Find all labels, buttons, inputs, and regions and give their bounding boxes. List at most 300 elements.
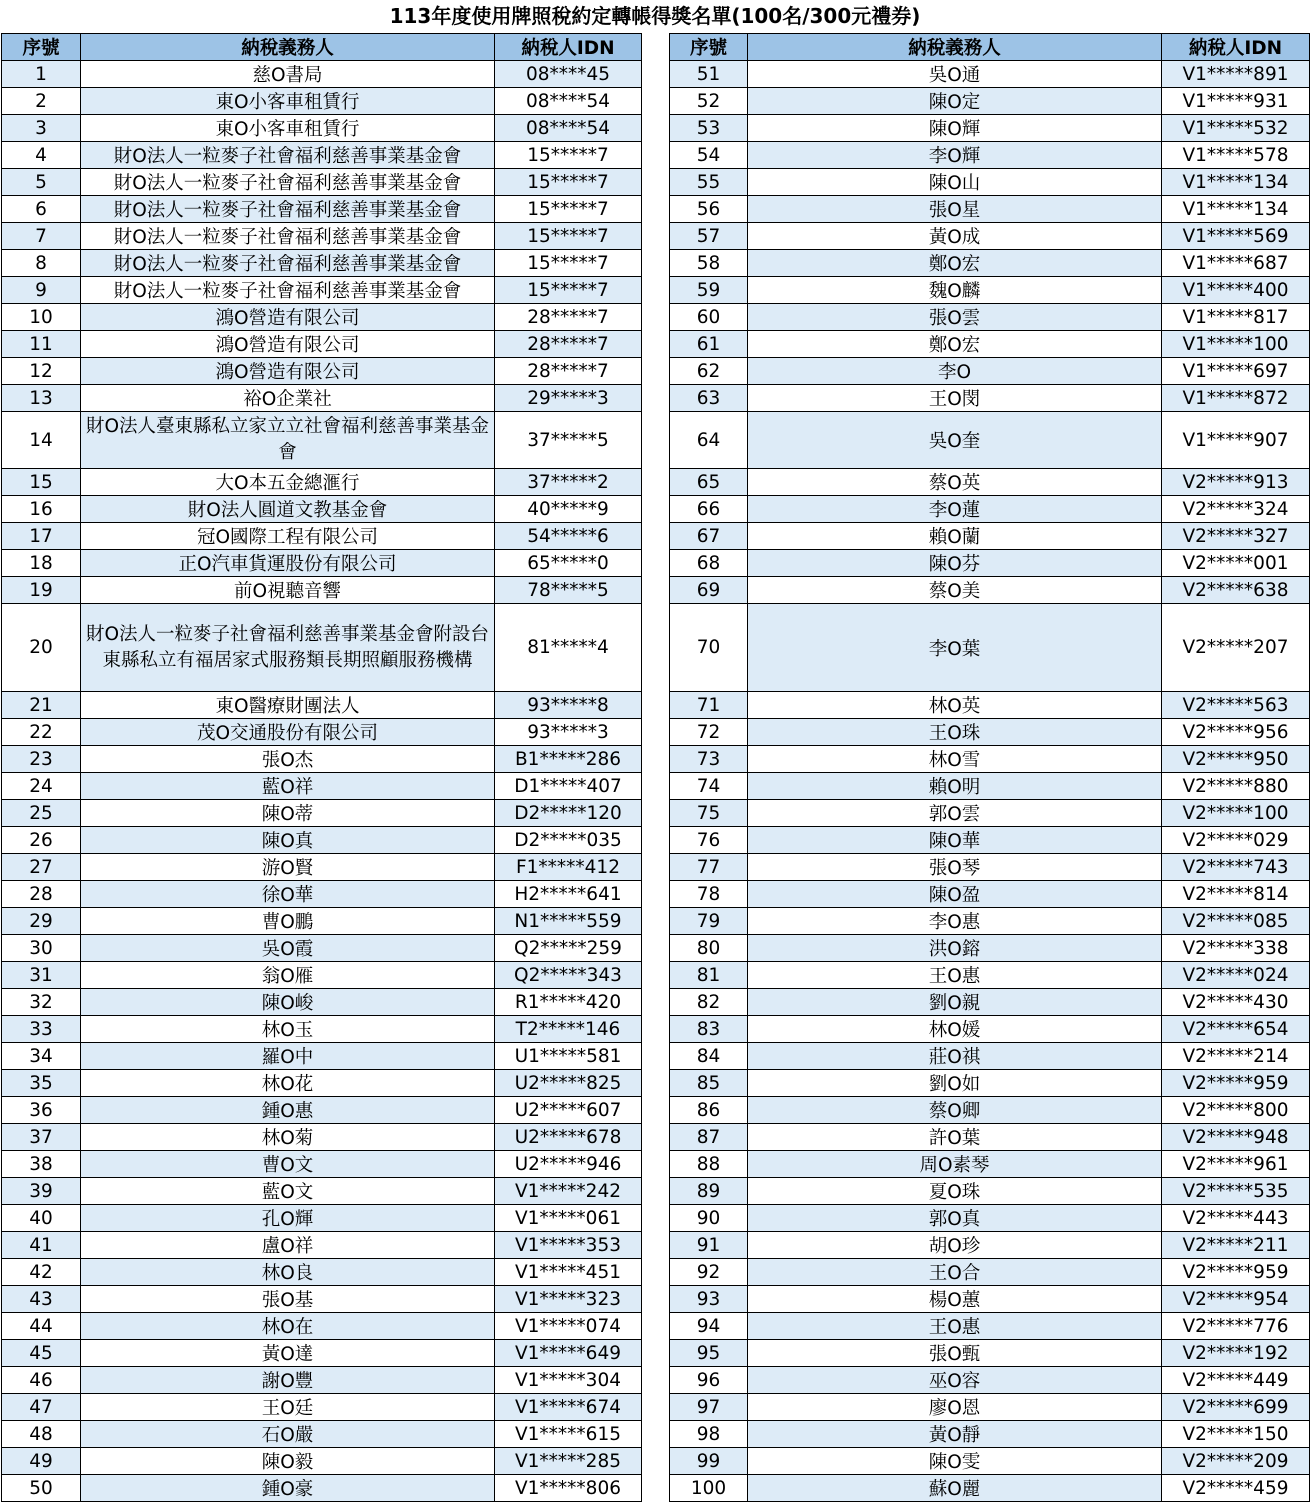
table-row — [2, 1340, 642, 1367]
id-cell: 29*****3 — [495, 385, 642, 412]
table-row — [2, 577, 642, 604]
id-cell: H2*****641 — [495, 881, 642, 908]
id-cell: V2*****459 — [1162, 1475, 1310, 1502]
table-row — [670, 115, 1310, 142]
seq-cell: 57 — [670, 223, 748, 250]
table-row — [670, 881, 1310, 908]
seq-cell: 21 — [2, 692, 81, 719]
id-cell: U2*****825 — [495, 1070, 642, 1097]
seq-cell: 27 — [2, 854, 81, 881]
name-cell: 王O惠 — [748, 962, 1162, 989]
id-cell: V2*****563 — [1162, 692, 1310, 719]
table-row — [670, 412, 1310, 469]
table-row — [670, 1421, 1310, 1448]
seq-cell: 96 — [670, 1367, 748, 1394]
table-row — [2, 169, 642, 196]
table-row — [670, 1475, 1310, 1502]
name-cell: 王O閔 — [748, 385, 1162, 412]
id-cell: U1*****581 — [495, 1043, 642, 1070]
seq-cell: 29 — [2, 908, 81, 935]
id-cell: 15*****7 — [495, 277, 642, 304]
name-cell: 廖O恩 — [748, 1394, 1162, 1421]
table-row — [2, 223, 642, 250]
name-cell: 郭O雲 — [748, 800, 1162, 827]
table-row — [670, 746, 1310, 773]
name-cell: 郭O真 — [748, 1205, 1162, 1232]
id-cell: V2*****001 — [1162, 550, 1310, 577]
seq-cell: 60 — [670, 304, 748, 331]
id-cell: Q2*****343 — [495, 962, 642, 989]
name-cell: 林O玉 — [81, 1016, 495, 1043]
table-row — [670, 1097, 1310, 1124]
id-cell: V1*****134 — [1162, 196, 1310, 223]
id-cell: 37*****5 — [495, 412, 642, 469]
name-cell: 財O法人一粒麥子社會福利慈善事業基金會 — [81, 169, 495, 196]
table-row — [670, 1286, 1310, 1313]
seq-cell: 34 — [2, 1043, 81, 1070]
table-row — [670, 1232, 1310, 1259]
table-row — [2, 358, 642, 385]
table-row — [2, 1178, 642, 1205]
name-cell: 裕O企業社 — [81, 385, 495, 412]
name-cell: 張O星 — [748, 196, 1162, 223]
table-row — [670, 61, 1310, 88]
table-row — [670, 469, 1310, 496]
table-row — [2, 250, 642, 277]
id-cell: F1*****412 — [495, 854, 642, 881]
table-row — [2, 1232, 642, 1259]
id-cell: U2*****678 — [495, 1124, 642, 1151]
table-row — [670, 1340, 1310, 1367]
name-cell: 許O葉 — [748, 1124, 1162, 1151]
name-cell: 陳O山 — [748, 169, 1162, 196]
id-cell: V2*****024 — [1162, 962, 1310, 989]
table-row — [2, 1097, 642, 1124]
table-row — [2, 496, 642, 523]
name-cell: 張O基 — [81, 1286, 495, 1313]
name-cell: 蔡O卿 — [748, 1097, 1162, 1124]
table-row — [670, 1313, 1310, 1340]
seq-cell: 79 — [670, 908, 748, 935]
name-cell: 鄭O宏 — [748, 250, 1162, 277]
table-row — [2, 692, 642, 719]
name-cell: 林O花 — [81, 1070, 495, 1097]
name-cell: 王O惠 — [748, 1313, 1162, 1340]
seq-cell: 98 — [670, 1421, 748, 1448]
id-cell: V2*****324 — [1162, 496, 1310, 523]
table-row — [2, 1286, 642, 1313]
table-row — [2, 331, 642, 358]
seq-cell: 88 — [670, 1151, 748, 1178]
seq-cell: 89 — [670, 1178, 748, 1205]
table-row — [2, 1367, 642, 1394]
seq-cell: 10 — [2, 304, 81, 331]
id-cell: 15*****7 — [495, 169, 642, 196]
seq-cell: 43 — [2, 1286, 81, 1313]
id-cell: V2*****961 — [1162, 1151, 1310, 1178]
seq-cell: 67 — [670, 523, 748, 550]
seq-cell: 95 — [670, 1340, 748, 1367]
table-row — [670, 800, 1310, 827]
id-cell: V2*****209 — [1162, 1448, 1310, 1475]
seq-cell: 8 — [2, 250, 81, 277]
id-cell: V2*****338 — [1162, 935, 1310, 962]
table-row — [2, 1259, 642, 1286]
id-cell: V2*****430 — [1162, 989, 1310, 1016]
id-cell: V2*****814 — [1162, 881, 1310, 908]
name-cell: 林O英 — [748, 692, 1162, 719]
name-cell: 王O珠 — [748, 719, 1162, 746]
table-row — [670, 223, 1310, 250]
seq-cell: 11 — [2, 331, 81, 358]
seq-cell: 54 — [670, 142, 748, 169]
seq-cell: 30 — [2, 935, 81, 962]
id-cell: V2*****956 — [1162, 719, 1310, 746]
seq-cell: 87 — [670, 1124, 748, 1151]
seq-cell: 76 — [670, 827, 748, 854]
id-cell: V1*****323 — [495, 1286, 642, 1313]
table-row — [670, 169, 1310, 196]
name-cell: 陳O真 — [81, 827, 495, 854]
name-cell: 藍O文 — [81, 1178, 495, 1205]
seq-cell: 72 — [670, 719, 748, 746]
table-header-row — [670, 34, 1310, 61]
name-cell: 王O廷 — [81, 1394, 495, 1421]
name-cell: 財O法人一粒麥子社會福利慈善事業基金會附設台東縣私立有福居家式服務類長期照顧服務機構 — [81, 604, 495, 692]
seq-cell: 7 — [2, 223, 81, 250]
id-cell: D2*****035 — [495, 827, 642, 854]
id-cell: V1*****532 — [1162, 115, 1310, 142]
id-cell: V1*****817 — [1162, 304, 1310, 331]
table-row — [670, 577, 1310, 604]
id-cell: V1*****242 — [495, 1178, 642, 1205]
seq-cell: 40 — [2, 1205, 81, 1232]
seq-cell: 63 — [670, 385, 748, 412]
name-cell: 周O素琴 — [748, 1151, 1162, 1178]
table-row — [670, 1016, 1310, 1043]
page-title: 113年度使用牌照稅約定轉帳得獎名單(100名/300元禮券) — [389, 4, 921, 28]
seq-cell: 45 — [2, 1340, 81, 1367]
table-row — [2, 412, 642, 469]
table-row — [670, 385, 1310, 412]
table-row — [2, 304, 642, 331]
name-cell: 東O小客車租賃行 — [81, 88, 495, 115]
seq-cell: 53 — [670, 115, 748, 142]
table-row — [2, 1394, 642, 1421]
table-row — [2, 1043, 642, 1070]
name-cell: 徐O華 — [81, 881, 495, 908]
seq-cell: 6 — [2, 196, 81, 223]
table-body-left — [2, 61, 642, 1502]
name-cell: 翁O雁 — [81, 962, 495, 989]
id-cell: V2*****535 — [1162, 1178, 1310, 1205]
header-name: 納稅義務人 — [81, 34, 495, 61]
seq-cell: 9 — [2, 277, 81, 304]
id-cell: V2*****150 — [1162, 1421, 1310, 1448]
table-row — [670, 277, 1310, 304]
id-cell: V2*****085 — [1162, 908, 1310, 935]
seq-cell: 22 — [2, 719, 81, 746]
name-cell: 孔O輝 — [81, 1205, 495, 1232]
name-cell: 大O本五金總滙行 — [81, 469, 495, 496]
name-cell: 陳O峻 — [81, 989, 495, 1016]
table-row — [670, 358, 1310, 385]
id-cell: V2*****327 — [1162, 523, 1310, 550]
seq-cell: 14 — [2, 412, 81, 469]
table-row — [670, 1178, 1310, 1205]
id-cell: V2*****880 — [1162, 773, 1310, 800]
seq-cell: 19 — [2, 577, 81, 604]
seq-cell: 68 — [670, 550, 748, 577]
id-cell: 78*****5 — [495, 577, 642, 604]
header-seq: 序號 — [2, 34, 81, 61]
table-row — [2, 1070, 642, 1097]
name-cell: 林O良 — [81, 1259, 495, 1286]
seq-cell: 13 — [2, 385, 81, 412]
table-row — [2, 550, 642, 577]
seq-cell: 31 — [2, 962, 81, 989]
seq-cell: 18 — [2, 550, 81, 577]
name-cell: 財O法人圓道文教基金會 — [81, 496, 495, 523]
id-cell: V1*****353 — [495, 1232, 642, 1259]
id-cell: V2*****776 — [1162, 1313, 1310, 1340]
seq-cell: 99 — [670, 1448, 748, 1475]
table-row — [2, 469, 642, 496]
name-cell: 陳O盈 — [748, 881, 1162, 908]
table-row — [670, 1448, 1310, 1475]
id-cell: 28*****7 — [495, 358, 642, 385]
seq-cell: 80 — [670, 935, 748, 962]
table-row — [2, 1151, 642, 1178]
id-cell: V2*****743 — [1162, 854, 1310, 881]
table-row — [670, 1367, 1310, 1394]
id-cell: V2*****699 — [1162, 1394, 1310, 1421]
name-cell: 鄭O宏 — [748, 331, 1162, 358]
name-cell: 正O汽車貨運股份有限公司 — [81, 550, 495, 577]
table-row — [670, 250, 1310, 277]
name-cell: 盧O祥 — [81, 1232, 495, 1259]
name-cell: 魏O麟 — [748, 277, 1162, 304]
seq-cell: 85 — [670, 1070, 748, 1097]
id-cell: V1*****674 — [495, 1394, 642, 1421]
seq-cell: 33 — [2, 1016, 81, 1043]
id-cell: V1*****074 — [495, 1313, 642, 1340]
table-row — [670, 827, 1310, 854]
header-seq: 序號 — [670, 34, 748, 61]
name-cell: 石O嚴 — [81, 1421, 495, 1448]
name-cell: 財O法人一粒麥子社會福利慈善事業基金會 — [81, 223, 495, 250]
name-cell: 林O雪 — [748, 746, 1162, 773]
name-cell: 陳O輝 — [748, 115, 1162, 142]
name-cell: 鍾O豪 — [81, 1475, 495, 1502]
seq-cell: 59 — [670, 277, 748, 304]
id-cell: V1*****806 — [495, 1475, 642, 1502]
name-cell: 夏O珠 — [748, 1178, 1162, 1205]
table-row — [2, 935, 642, 962]
table-row — [670, 1259, 1310, 1286]
id-cell: V2*****029 — [1162, 827, 1310, 854]
seq-cell: 100 — [670, 1475, 748, 1502]
seq-cell: 25 — [2, 800, 81, 827]
seq-cell: 55 — [670, 169, 748, 196]
table-row — [670, 854, 1310, 881]
table-row — [2, 800, 642, 827]
name-cell: 李O蓮 — [748, 496, 1162, 523]
seq-cell: 51 — [670, 61, 748, 88]
name-cell: 李O惠 — [748, 908, 1162, 935]
name-cell: 李O — [748, 358, 1162, 385]
name-cell: 冠O國際工程有限公司 — [81, 523, 495, 550]
table-row — [2, 523, 642, 550]
id-cell: V2*****948 — [1162, 1124, 1310, 1151]
id-cell: V1*****569 — [1162, 223, 1310, 250]
id-cell: V2*****192 — [1162, 1340, 1310, 1367]
name-cell: 財O法人臺東縣私立家立立社會福利慈善事業基金會 — [81, 412, 495, 469]
id-cell: 15*****7 — [495, 223, 642, 250]
id-cell: V2*****638 — [1162, 577, 1310, 604]
seq-cell: 26 — [2, 827, 81, 854]
name-cell: 陳O定 — [748, 88, 1162, 115]
seq-cell: 2 — [2, 88, 81, 115]
table-row — [670, 196, 1310, 223]
id-cell: V1*****578 — [1162, 142, 1310, 169]
id-cell: V1*****615 — [495, 1421, 642, 1448]
seq-cell: 93 — [670, 1286, 748, 1313]
name-cell: 張O甄 — [748, 1340, 1162, 1367]
seq-cell: 52 — [670, 88, 748, 115]
name-cell: 李O葉 — [748, 604, 1162, 692]
seq-cell: 64 — [670, 412, 748, 469]
name-cell: 楊O蕙 — [748, 1286, 1162, 1313]
id-cell: V2*****214 — [1162, 1043, 1310, 1070]
seq-cell: 28 — [2, 881, 81, 908]
table-row — [2, 196, 642, 223]
seq-cell: 73 — [670, 746, 748, 773]
table-row — [670, 496, 1310, 523]
name-cell: 茂O交通股份有限公司 — [81, 719, 495, 746]
name-cell: 林O在 — [81, 1313, 495, 1340]
seq-cell: 74 — [670, 773, 748, 800]
seq-cell: 94 — [670, 1313, 748, 1340]
seq-cell: 35 — [2, 1070, 81, 1097]
name-cell: 吳O通 — [748, 61, 1162, 88]
name-cell: 藍O祥 — [81, 773, 495, 800]
id-cell: V1*****061 — [495, 1205, 642, 1232]
name-cell: 陳O雯 — [748, 1448, 1162, 1475]
name-cell: 陳O毅 — [81, 1448, 495, 1475]
table-row — [2, 962, 642, 989]
seq-cell: 56 — [670, 196, 748, 223]
seq-cell: 81 — [670, 962, 748, 989]
id-cell: 65*****0 — [495, 550, 642, 577]
name-cell: 財O法人一粒麥子社會福利慈善事業基金會 — [81, 142, 495, 169]
seq-cell: 23 — [2, 746, 81, 773]
seq-cell: 44 — [2, 1313, 81, 1340]
seq-cell: 92 — [670, 1259, 748, 1286]
seq-cell: 97 — [670, 1394, 748, 1421]
name-cell: 陳O蒂 — [81, 800, 495, 827]
name-cell: 洪O鎔 — [748, 935, 1162, 962]
seq-cell: 50 — [2, 1475, 81, 1502]
seq-cell: 90 — [670, 1205, 748, 1232]
id-cell: 54*****6 — [495, 523, 642, 550]
seq-cell: 38 — [2, 1151, 81, 1178]
seq-cell: 62 — [670, 358, 748, 385]
seq-cell: 20 — [2, 604, 81, 692]
name-cell: 蔡O英 — [748, 469, 1162, 496]
seq-cell: 4 — [2, 142, 81, 169]
header-name: 納稅義務人 — [748, 34, 1162, 61]
id-cell: U2*****607 — [495, 1097, 642, 1124]
name-cell: 黃O成 — [748, 223, 1162, 250]
name-cell: 黃O達 — [81, 1340, 495, 1367]
table-row — [670, 908, 1310, 935]
name-cell: 前O視聽音響 — [81, 577, 495, 604]
seq-cell: 58 — [670, 250, 748, 277]
name-cell: 劉O如 — [748, 1070, 1162, 1097]
table-row — [670, 304, 1310, 331]
name-cell: 胡O珍 — [748, 1232, 1162, 1259]
table-row — [2, 142, 642, 169]
seq-cell: 39 — [2, 1178, 81, 1205]
table-row — [670, 935, 1310, 962]
seq-cell: 49 — [2, 1448, 81, 1475]
id-cell: V2*****207 — [1162, 604, 1310, 692]
seq-cell: 78 — [670, 881, 748, 908]
seq-cell: 77 — [670, 854, 748, 881]
name-cell: 東O醫療財團法人 — [81, 692, 495, 719]
name-cell: 慈O書局 — [81, 61, 495, 88]
seq-cell: 46 — [2, 1367, 81, 1394]
id-cell: 93*****8 — [495, 692, 642, 719]
name-cell: 游O賢 — [81, 854, 495, 881]
name-cell: 蘇O麗 — [748, 1475, 1162, 1502]
name-cell: 林O菊 — [81, 1124, 495, 1151]
id-cell: V1*****872 — [1162, 385, 1310, 412]
id-cell: V2*****950 — [1162, 746, 1310, 773]
seq-cell: 15 — [2, 469, 81, 496]
seq-cell: 47 — [2, 1394, 81, 1421]
table-row — [670, 1394, 1310, 1421]
table-row — [2, 746, 642, 773]
table-row — [2, 1124, 642, 1151]
table-row — [670, 550, 1310, 577]
name-cell: 莊O祺 — [748, 1043, 1162, 1070]
id-cell: V1*****649 — [495, 1340, 642, 1367]
table-row — [2, 88, 642, 115]
table-row — [2, 989, 642, 1016]
seq-cell: 61 — [670, 331, 748, 358]
id-cell: V2*****449 — [1162, 1367, 1310, 1394]
id-cell: 28*****7 — [495, 331, 642, 358]
id-cell: V1*****891 — [1162, 61, 1310, 88]
name-cell: 王O合 — [748, 1259, 1162, 1286]
seq-cell: 37 — [2, 1124, 81, 1151]
table-row — [2, 385, 642, 412]
table-row — [2, 854, 642, 881]
name-cell: 曹O鵬 — [81, 908, 495, 935]
name-cell: 東O小客車租賃行 — [81, 115, 495, 142]
id-cell: V1*****400 — [1162, 277, 1310, 304]
table-row — [2, 719, 642, 746]
id-cell: V2*****959 — [1162, 1259, 1310, 1286]
name-cell: 羅O中 — [81, 1043, 495, 1070]
table-row — [670, 1205, 1310, 1232]
table-row — [670, 692, 1310, 719]
seq-cell: 48 — [2, 1421, 81, 1448]
name-cell: 陳O芬 — [748, 550, 1162, 577]
seq-cell: 86 — [670, 1097, 748, 1124]
